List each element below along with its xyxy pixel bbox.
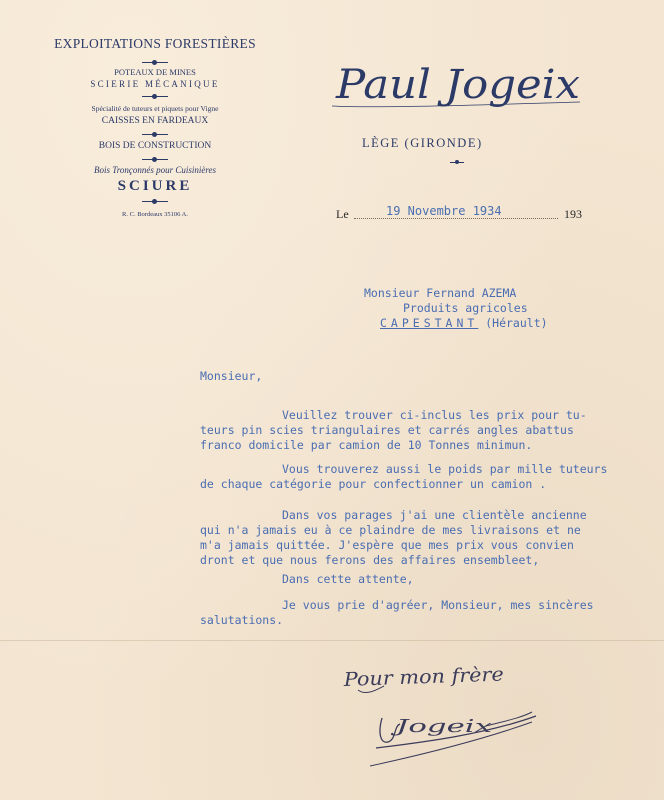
- paragraph-prices: [200, 408, 587, 453]
- letterhead-line-mines: POTEAUX DE MINES: [114, 67, 196, 77]
- svg-text:Pour mon frère: Pour mon frère: [343, 663, 491, 691]
- paragraph-line: qui n'a jamais eu à ce plaindre de mes livraisons et ne: [200, 523, 581, 537]
- paragraph-clientele: [200, 508, 587, 568]
- ornament-divider-icon: [30, 197, 280, 205]
- addressee-business: Produits agricoles: [403, 301, 528, 315]
- paragraph-line: de chaque catégorie pour confectionner un camion .: [200, 477, 547, 491]
- letterhead-title: EXPLOITATIONS FORESTIÈRES: [54, 36, 256, 51]
- letterhead-line-tuteurs: Spécialité de tuteurs et piquets pour Vigne: [91, 104, 219, 113]
- date-year-suffix: 193: [564, 207, 582, 221]
- paragraph-line: dront et que nous ferons des affaires ensembleet,: [200, 553, 540, 567]
- addressee-name: Monsieur Fernand AZEMA: [364, 286, 517, 300]
- letterhead-line-sciure: SCIURE: [117, 178, 193, 194]
- paragraph-line: Dans vos parages j'ai une clientèle ancienne: [282, 508, 587, 522]
- date-dotted-line: [354, 218, 558, 219]
- addressee-city: CAPESTANT: [380, 316, 479, 330]
- paragraph-weights: [200, 462, 607, 492]
- handwritten-signature: [336, 656, 546, 776]
- letterhead-line-scierie: SCIERIE MÉCANIQUE: [90, 79, 220, 89]
- brand-location: LÈGE (GIRONDE): [362, 136, 483, 150]
- ornament-divider-icon: [30, 58, 280, 66]
- letterhead-line-caisses: CAISSES EN FARDEAUX: [101, 116, 209, 126]
- letterhead-line-troncons: Bois Tronçonnés pour Cuisinières: [93, 165, 217, 175]
- paragraph-line: teurs pin scies triangulaires et carrés angles abattus: [200, 423, 574, 437]
- svg-text:Jogeix: Jogeix: [389, 716, 492, 737]
- addressee-region: (Hérault): [478, 316, 548, 330]
- paragraph-line: salutations.: [200, 613, 284, 627]
- paragraph-line: Vous trouverez aussi le poids par mille tuteurs: [282, 462, 608, 476]
- paragraph-line: m'a jamais quittée. J'espère que mes prix vous convien: [200, 538, 574, 552]
- letterhead-left: [30, 36, 280, 218]
- letterhead-registry: R. C. Bordeaux 35106 A.: [122, 211, 188, 218]
- letterhead-line-bois: BOIS DE CONSTRUCTION: [98, 141, 212, 151]
- paragraph-line: Je vous prie d'agréer, Monsieur, mes sincères: [282, 598, 594, 612]
- addressee-city-line: [380, 316, 548, 331]
- salutation: Monsieur,: [200, 369, 263, 383]
- paragraph-line: Veuillez trouver ci-inclus les prix pour tu-: [282, 408, 587, 422]
- brand-logo: [330, 46, 586, 118]
- ornament-divider-icon: [30, 130, 280, 138]
- closing-waiting: Dans cette attente,: [282, 572, 414, 586]
- paragraph-line: franco domicile par camion de 10 Tonnes minimun.: [200, 438, 533, 452]
- brand-name: Paul Jogeix: [334, 62, 580, 108]
- date-prefix: Le: [336, 207, 349, 221]
- ornament-divider-icon: [30, 155, 280, 163]
- paragraph-closing: [200, 598, 594, 628]
- ornament-divider-icon: [450, 160, 464, 164]
- ornament-divider-icon: [30, 92, 280, 100]
- paper-fold: [0, 640, 664, 641]
- date-value: 19 Novembre 1934: [386, 204, 502, 218]
